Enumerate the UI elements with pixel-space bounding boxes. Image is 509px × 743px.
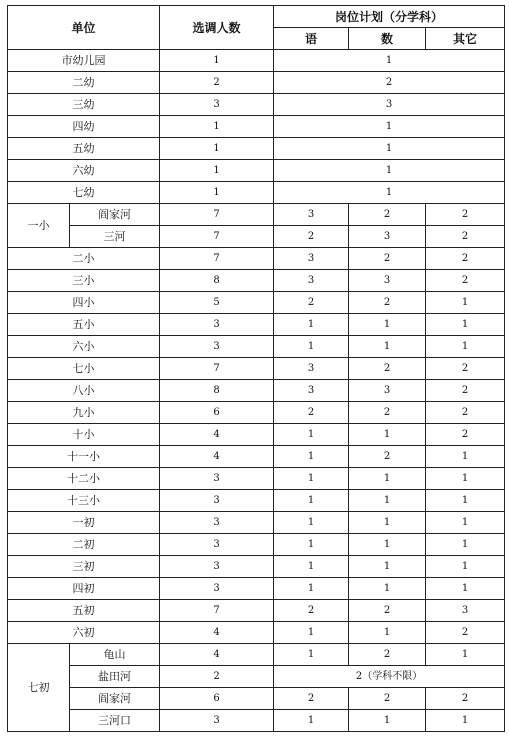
transfer-count-cell: 4: [160, 446, 274, 468]
math-cell: 1: [349, 336, 426, 358]
transfer-count-cell: 7: [160, 204, 274, 226]
transfer-count-cell: 8: [160, 270, 274, 292]
transfer-count-cell: 3: [160, 534, 274, 556]
other-cell: 2: [426, 688, 505, 710]
table-row: [8, 380, 505, 402]
table-row: [8, 578, 505, 600]
header-row-1: [8, 6, 505, 28]
chinese-cell: 1: [274, 512, 349, 534]
chinese-cell: 1: [274, 446, 349, 468]
unit-cell: 六小: [8, 336, 160, 358]
unit-cell: 盐田河: [70, 666, 160, 688]
unit-cell: 六幼: [8, 160, 160, 182]
math-cell: 2: [349, 644, 426, 666]
other-cell: 1: [426, 468, 505, 490]
unit-cell: 四幼: [8, 116, 160, 138]
math-cell: 1: [349, 468, 426, 490]
transfer-count-cell: 3: [160, 710, 274, 732]
header-subject-chinese: 语: [274, 28, 349, 50]
unit-cell: 五幼: [8, 138, 160, 160]
unit-cell: 龟山: [70, 644, 160, 666]
transfer-count-cell: 3: [160, 556, 274, 578]
plan-merged-cell: 2: [274, 72, 505, 94]
math-cell: 1: [349, 622, 426, 644]
math-cell: 2: [349, 402, 426, 424]
unit-cell: 十二小: [8, 468, 160, 490]
other-cell: 1: [426, 314, 505, 336]
unit-cell: 十小: [8, 424, 160, 446]
other-cell: 2: [426, 380, 505, 402]
other-cell: 1: [426, 446, 505, 468]
table-row: [8, 182, 505, 204]
transfer-count-cell: 1: [160, 160, 274, 182]
transfer-count-cell: 7: [160, 226, 274, 248]
table-row: [8, 226, 505, 248]
header-position-plan: 岗位计划（分学科）: [274, 6, 505, 28]
unit-cell: 一初: [8, 512, 160, 534]
table-row: [8, 270, 505, 292]
plan-merged-cell: 1: [274, 138, 505, 160]
math-cell: 2: [349, 248, 426, 270]
other-cell: 1: [426, 556, 505, 578]
math-cell: 2: [349, 358, 426, 380]
other-cell: 2: [426, 204, 505, 226]
unit-cell: 三小: [8, 270, 160, 292]
transfer-count-cell: 1: [160, 50, 274, 72]
transfer-count-cell: 6: [160, 688, 274, 710]
chinese-cell: 1: [274, 622, 349, 644]
plan-merged-cell: 1: [274, 116, 505, 138]
other-cell: 1: [426, 336, 505, 358]
chinese-cell: 1: [274, 556, 349, 578]
unit-cell: 十一小: [8, 446, 160, 468]
plan-merged-cell: 1: [274, 182, 505, 204]
other-cell: 1: [426, 490, 505, 512]
other-cell: 2: [426, 622, 505, 644]
table-row: [8, 424, 505, 446]
plan-merged-cell: 1: [274, 50, 505, 72]
math-cell: 1: [349, 314, 426, 336]
table-row: [8, 556, 505, 578]
header-unit: 单位: [8, 6, 160, 50]
staffing-table: [7, 5, 505, 732]
transfer-count-cell: 4: [160, 644, 274, 666]
other-cell: 2: [426, 402, 505, 424]
chinese-cell: 2: [274, 688, 349, 710]
transfer-count-cell: 3: [160, 94, 274, 116]
transfer-count-cell: 7: [160, 358, 274, 380]
table-row: [8, 666, 505, 688]
chinese-cell: 2: [274, 226, 349, 248]
table-row: [8, 446, 505, 468]
other-cell: 1: [426, 292, 505, 314]
transfer-count-cell: 4: [160, 424, 274, 446]
other-cell: 2: [426, 248, 505, 270]
chinese-cell: 1: [274, 644, 349, 666]
chinese-cell: 1: [274, 424, 349, 446]
unit-cell: 四小: [8, 292, 160, 314]
chinese-cell: 1: [274, 468, 349, 490]
other-cell: 1: [426, 644, 505, 666]
transfer-count-cell: 3: [160, 314, 274, 336]
chinese-cell: 3: [274, 270, 349, 292]
chinese-cell: 1: [274, 578, 349, 600]
unit-cell: 九小: [8, 402, 160, 424]
unit-cell: 五小: [8, 314, 160, 336]
header-transfer-count: 选调人数: [160, 6, 274, 50]
chinese-cell: 1: [274, 336, 349, 358]
table-row: [8, 314, 505, 336]
unit-cell: 五初: [8, 600, 160, 622]
other-cell: 2: [426, 358, 505, 380]
plan-merged-cell: 1: [274, 160, 505, 182]
math-cell: 2: [349, 446, 426, 468]
unit-cell: 二小: [8, 248, 160, 270]
unit-cell: 三河口: [70, 710, 160, 732]
header-subject-math: 数: [349, 28, 426, 50]
unit-cell: 六初: [8, 622, 160, 644]
plan-merged-cell: 2（学科不限）: [274, 666, 505, 688]
transfer-count-cell: 1: [160, 138, 274, 160]
math-cell: 1: [349, 710, 426, 732]
chinese-cell: 3: [274, 358, 349, 380]
chinese-cell: 3: [274, 380, 349, 402]
transfer-count-cell: 2: [160, 72, 274, 94]
other-cell: 2: [426, 270, 505, 292]
chinese-cell: 1: [274, 710, 349, 732]
transfer-count-cell: 3: [160, 336, 274, 358]
table-row: [8, 600, 505, 622]
transfer-count-cell: 3: [160, 512, 274, 534]
header-subject-other: 其它: [426, 28, 505, 50]
transfer-count-cell: 7: [160, 600, 274, 622]
transfer-count-cell: 7: [160, 248, 274, 270]
chinese-cell: 1: [274, 490, 349, 512]
other-cell: 1: [426, 578, 505, 600]
math-cell: 1: [349, 556, 426, 578]
math-cell: 1: [349, 490, 426, 512]
transfer-count-cell: 1: [160, 116, 274, 138]
table-row: [8, 402, 505, 424]
transfer-count-cell: 6: [160, 402, 274, 424]
math-cell: 1: [349, 424, 426, 446]
table-row: [8, 204, 505, 226]
math-cell: 1: [349, 512, 426, 534]
table-row: [8, 72, 505, 94]
table-row: [8, 490, 505, 512]
table-row: [8, 336, 505, 358]
unit-cell: 七小: [8, 358, 160, 380]
math-cell: 3: [349, 226, 426, 248]
transfer-count-cell: 3: [160, 490, 274, 512]
unit-cell: 十三小: [8, 490, 160, 512]
other-cell: 1: [426, 710, 505, 732]
table-row: [8, 94, 505, 116]
unit-cell: 二幼: [8, 72, 160, 94]
unit-cell: 市幼儿园: [8, 50, 160, 72]
table-row: [8, 622, 505, 644]
chinese-cell: 2: [274, 402, 349, 424]
unit-cell: 七幼: [8, 182, 160, 204]
other-cell: 1: [426, 534, 505, 556]
transfer-count-cell: 3: [160, 468, 274, 490]
table-row: [8, 116, 505, 138]
table-row: [8, 358, 505, 380]
table-row: [8, 710, 505, 732]
math-cell: 3: [349, 270, 426, 292]
transfer-count-cell: 2: [160, 666, 274, 688]
table-row: [8, 292, 505, 314]
table-row: [8, 512, 505, 534]
transfer-count-cell: 5: [160, 292, 274, 314]
math-cell: 2: [349, 600, 426, 622]
group-name-cell: 一小: [8, 204, 70, 248]
plan-merged-cell: 3: [274, 94, 505, 116]
math-cell: 1: [349, 578, 426, 600]
unit-cell: 二初: [8, 534, 160, 556]
unit-cell: 三幼: [8, 94, 160, 116]
unit-cell: 八小: [8, 380, 160, 402]
table-row: [8, 534, 505, 556]
table-row: [8, 248, 505, 270]
chinese-cell: 3: [274, 248, 349, 270]
unit-cell: 阎家河: [70, 204, 160, 226]
chinese-cell: 1: [274, 314, 349, 336]
other-cell: 2: [426, 226, 505, 248]
math-cell: 2: [349, 688, 426, 710]
unit-cell: 三河: [70, 226, 160, 248]
other-cell: 1: [426, 512, 505, 534]
chinese-cell: 3: [274, 204, 349, 226]
math-cell: 3: [349, 380, 426, 402]
transfer-count-cell: 8: [160, 380, 274, 402]
chinese-cell: 1: [274, 534, 349, 556]
table-row: [8, 138, 505, 160]
table-row: [8, 50, 505, 72]
table-row: [8, 468, 505, 490]
group-name-cell: 七初: [8, 644, 70, 732]
other-cell: 2: [426, 424, 505, 446]
table-row: [8, 644, 505, 666]
table-row: [8, 688, 505, 710]
math-cell: 2: [349, 204, 426, 226]
table-row: [8, 160, 505, 182]
unit-cell: 三初: [8, 556, 160, 578]
transfer-count-cell: 3: [160, 578, 274, 600]
other-cell: 3: [426, 600, 505, 622]
math-cell: 1: [349, 534, 426, 556]
transfer-count-cell: 1: [160, 182, 274, 204]
transfer-count-cell: 4: [160, 622, 274, 644]
math-cell: 2: [349, 292, 426, 314]
unit-cell: 阎家河: [70, 688, 160, 710]
unit-cell: 四初: [8, 578, 160, 600]
chinese-cell: 2: [274, 292, 349, 314]
chinese-cell: 2: [274, 600, 349, 622]
table-body: [8, 6, 505, 732]
